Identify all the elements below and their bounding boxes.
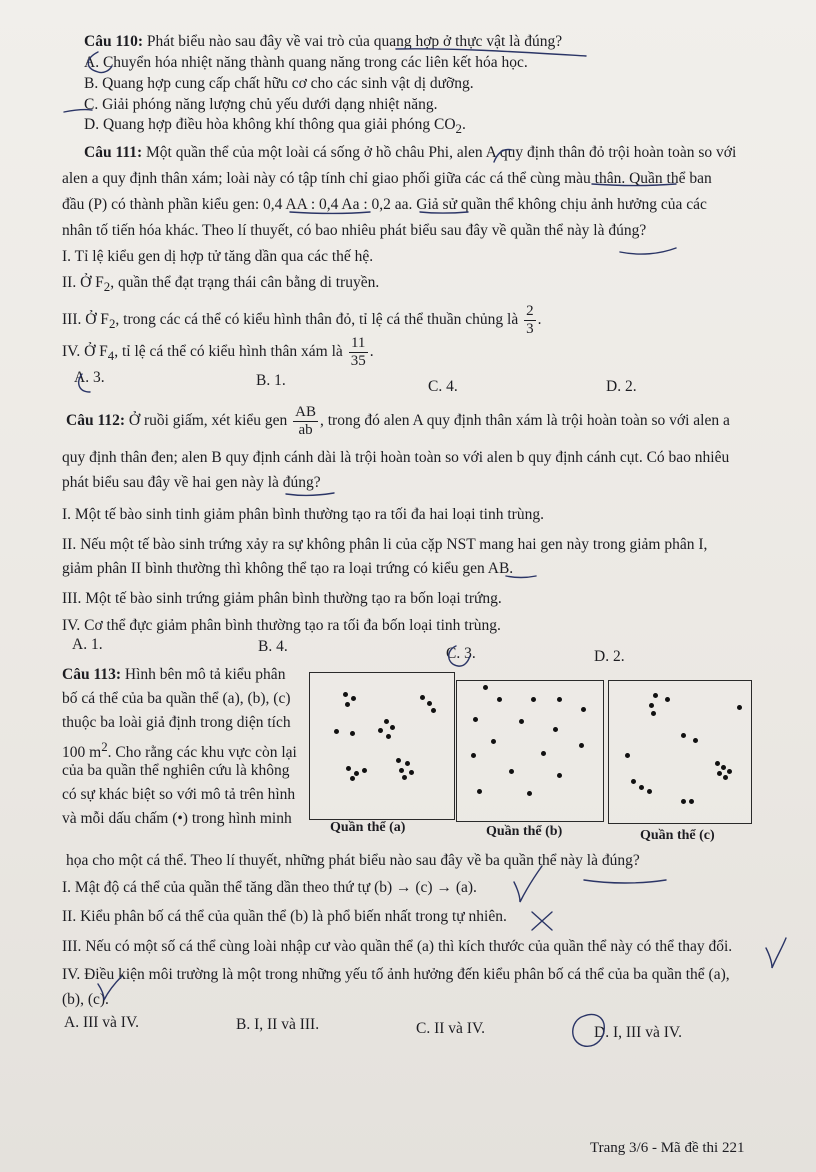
q110-option-c[interactable]: C. Giải phóng năng lượng chủ yếu dưới dạng nhiệt năng.: [84, 96, 438, 113]
individual-dot: [390, 725, 395, 730]
individual-dot: [351, 696, 356, 701]
underline-mark: [286, 493, 334, 495]
individual-dot: [531, 697, 536, 702]
individual-dot: [649, 703, 654, 708]
q113-stem-line3: thuộc ba loài giả định trong diện tích: [62, 714, 291, 731]
q113-option-d[interactable]: D. I, III và IV.: [594, 1024, 682, 1041]
individual-dot: [717, 771, 722, 776]
individual-dot: [651, 711, 656, 716]
individual-dot: [431, 708, 436, 713]
fraction: $\frac{2}{3}$: [526, 302, 534, 337]
q112-statement-3: III. Một tế bào sinh trứng giảm phân bình thường tạo ra bốn loại trứng.: [62, 590, 502, 607]
population-a-box: [309, 672, 455, 820]
q110-option-b[interactable]: B. Quang hợp cung cấp chất hữu cơ cho các sinh vật dị dưỡng.: [84, 75, 474, 92]
q113-option-b[interactable]: B. I, II và III.: [236, 1016, 320, 1033]
q113-statement-4b: (b), (c).: [62, 991, 109, 1008]
individual-dot: [477, 789, 482, 794]
q112-stem-line2: quy định thân đen; alen B quy định cánh dài là trội hoàn toàn so với alen b quy định cánh cụt. Có bao nhiêu: [62, 449, 730, 466]
individual-dot: [721, 765, 726, 770]
individual-dot: [491, 739, 496, 744]
q111-statement-2: II. Ở $F_2$, quần thể đạt trạng thái cân bằng di truyền.: [62, 274, 380, 295]
q112-option-d[interactable]: D. 2.: [594, 648, 625, 665]
q111-stem-line1: Câu 111: Một quần thể của một loài cá sống ở hồ châu Phi, alen A quy định thân đỏ trội hoàn toàn so với: [84, 144, 737, 161]
individual-dot: [557, 773, 562, 778]
population-c-box: [608, 680, 752, 824]
individual-dot: [509, 769, 514, 774]
individual-dot: [737, 705, 742, 710]
individual-dot: [665, 697, 670, 702]
q113-stem-line5: của ba quần thể nghiên cứu là không: [62, 762, 290, 779]
q110-stem: Câu 110: Phát biểu nào sau đây về vai trò của quang hợp ở thực vật là đúng?: [84, 33, 563, 50]
q111-option-b[interactable]: B. 1.: [256, 372, 286, 389]
q111-stem-line2: alen a quy định thân xám; loài này có tập tính chỉ giao phối giữa các cá thể cùng màu thân. Quần thể ban: [62, 170, 712, 187]
individual-dot: [346, 766, 351, 771]
q112-statement-1: I. Một tế bào sinh tinh giảm phân bình thường tạo ra tối đa hai loại tinh trùng.: [62, 506, 544, 523]
individual-dot: [681, 799, 686, 804]
individual-dot: [378, 728, 383, 733]
q113-stem-line4: 100 $m^2$. Cho rằng các khu vực còn lại: [62, 739, 297, 762]
q110-option-d[interactable]: D. Quang hợp điều hòa không khí thông qua giải phóng $CO_2$.: [84, 116, 466, 137]
check-mark: [766, 938, 786, 968]
individual-dot: [693, 738, 698, 743]
q111-statement-3: III. Ở $F_2$, trong các cá thể có kiểu hình thân đỏ, tỉ lệ cá thể thuần chủng là $\frac{2}{3}$ .: [62, 302, 542, 337]
individual-dot: [420, 695, 425, 700]
individual-dot: [343, 692, 348, 697]
individual-dot: [631, 779, 636, 784]
individual-dot: [647, 789, 652, 794]
individual-dot: [689, 799, 694, 804]
q113-stem-line6: có sự khác biệt so với mô tả trên hình: [62, 786, 296, 803]
q112-statement-4: IV. Cơ thể đực giảm phân bình thường tạo ra tối đa bốn loại tinh trùng.: [62, 617, 501, 634]
q111-stem-line4: nhân tố tiến hóa khác. Theo lí thuyết, có bao nhiêu phát biểu sau đây về quần thể này là đúng?: [62, 222, 647, 239]
q113-option-a[interactable]: A. III và IV.: [64, 1014, 140, 1031]
individual-dot: [471, 753, 476, 758]
q111-stem-line3: đầu (P) có thành phần kiểu gen: 0,4 AA : 0,4 Aa : 0,2 aa. Giả sử quần thể không chịu ảnh hưởng của các: [62, 196, 707, 213]
q111-option-a[interactable]: A. 3.: [74, 369, 105, 386]
individual-dot: [727, 769, 732, 774]
individual-dot: [354, 771, 359, 776]
q112-option-a[interactable]: A. 1.: [72, 636, 103, 653]
individual-dot: [427, 701, 432, 706]
page-footer: Trang 3/6 - Mã đề thi 221: [590, 1140, 745, 1156]
individual-dot: [557, 697, 562, 702]
underline-mark: [584, 880, 666, 883]
underline-mark: [620, 248, 676, 254]
individual-dot: [483, 685, 488, 690]
individual-dot: [386, 734, 391, 739]
q111-option-c[interactable]: C. 4.: [428, 378, 458, 395]
caption-population-c: Quần thể (c): [640, 828, 715, 843]
individual-dot: [681, 733, 686, 738]
q112-statement-2a: II. Nếu một tế bào sinh trứng xảy ra sự không phân li của cặp NST mang hai gen này trong giảm phân I,: [62, 536, 708, 553]
q113-statement-3: III. Nếu có một số cá thể cùng loài nhập cư vào quần thể (a) thì kích thước của quần thể này có thể thay đổi.: [62, 938, 733, 955]
q113-stem-line7: và mỗi dấu chấm (•) trong hình minh: [62, 810, 292, 827]
individual-dot: [715, 761, 720, 766]
caption-population-a: Quần thể (a): [330, 820, 406, 835]
q112-stem-line1: Câu 112: Ở ruồi giấm, xét kiểu gen $\frac{AB}{ab}$ , trong đó alen A quy định thân xám là trội hoàn toàn so với alen a: [66, 403, 730, 438]
individual-dot: [402, 775, 407, 780]
individual-dot: [519, 719, 524, 724]
individual-dot: [581, 707, 586, 712]
q112-statement-2b: giảm phân II bình thường thì không thể tạo ra loại trứng có kiểu gen AB.: [62, 560, 514, 577]
population-b-box: [456, 680, 604, 822]
q111-statement-4: IV. Ở $F_4$, tỉ lệ cá thể có kiểu hình thân xám là $\frac{11}{35}$ .: [62, 334, 374, 369]
q111-option-d[interactable]: D. 2.: [606, 378, 637, 395]
q113-statement-4a: IV. Điều kiện môi trường là một trong những yếu tố ảnh hưởng đến kiểu phân bố cá thể của ba quần thể (a),: [62, 966, 730, 983]
individual-dot: [497, 697, 502, 702]
genotype-fraction: $\frac{AB}{ab}$: [295, 403, 316, 438]
individual-dot: [625, 753, 630, 758]
q112-stem-line3: phát biểu sau đây về hai gen này là đúng?: [62, 474, 321, 491]
individual-dot: [362, 768, 367, 773]
cross-mark: [532, 912, 552, 930]
individual-dot: [653, 693, 658, 698]
q113-statement-2: II. Kiểu phân bố cá thể của quần thể (b) là phổ biến nhất trong tự nhiên.: [62, 908, 507, 925]
q110-option-a[interactable]: A. Chuyển hóa nhiệt năng thành quang năng trong các liên kết hóa học.: [84, 54, 528, 71]
check-mark: [514, 866, 542, 902]
individual-dot: [405, 761, 410, 766]
individual-dot: [527, 791, 532, 796]
individual-dot: [579, 743, 584, 748]
q112-option-b[interactable]: B. 4.: [258, 638, 288, 655]
individual-dot: [396, 758, 401, 763]
individual-dot: [334, 729, 339, 734]
q113-stem-line2: bố cá thể của ba quần thể (a), (b), (c): [62, 690, 291, 707]
q113-option-c[interactable]: C. II và IV.: [416, 1020, 486, 1037]
q113-stem-line1: Câu 113: Hình bên mô tả kiểu phân: [62, 666, 286, 683]
individual-dot: [541, 751, 546, 756]
individual-dot: [384, 719, 389, 724]
q111-statement-1: I. Tỉ lệ kiểu gen dị hợp tử tăng dần qua các thế hệ.: [62, 248, 374, 265]
q113-statement-1: I. Mật độ cá thể của quần thể tăng dần theo thứ tự (b) → (c) → (a).: [62, 879, 477, 896]
fraction: $\frac{11}{35}$: [350, 334, 366, 369]
individual-dot: [553, 727, 558, 732]
q112-option-c[interactable]: C. 3.: [446, 645, 476, 662]
individual-dot: [473, 717, 478, 722]
individual-dot: [345, 702, 350, 707]
individual-dot: [409, 770, 414, 775]
q113-stem-line8: họa cho một cá thể. Theo lí thuyết, những phát biểu nào sau đây về ba quần thể này là đúng?: [66, 852, 640, 869]
individual-dot: [350, 776, 355, 781]
individual-dot: [639, 785, 644, 790]
individual-dot: [399, 768, 404, 773]
caption-population-b: Quần thể (b): [486, 824, 563, 839]
individual-dot: [723, 775, 728, 780]
individual-dot: [350, 731, 355, 736]
